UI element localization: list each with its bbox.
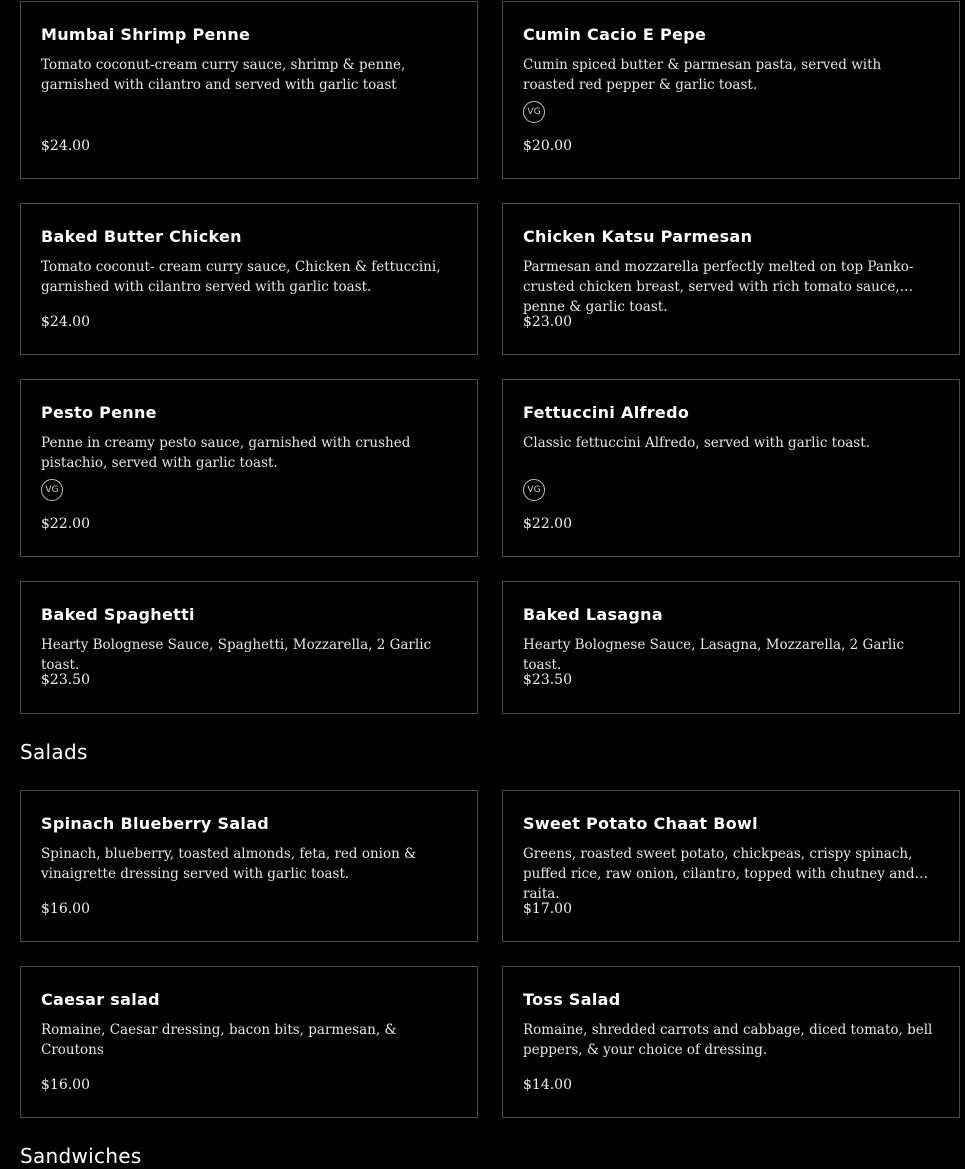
menu-item-card[interactable]: [20, 790, 478, 942]
menu-item-card[interactable]: [20, 203, 478, 355]
item-price: $23.50: [41, 672, 90, 688]
item-description: Tomato coconut-cream curry sauce, shrimp & penne, garnished with cilantro and served with garlic toast: [41, 57, 406, 93]
section-title-sandwiches: Sandwiches: [20, 1144, 142, 1168]
vegetarian-badge-icon: VG: [523, 101, 545, 123]
item-price: $16.00: [41, 901, 90, 917]
menu-item-card[interactable]: [502, 203, 960, 355]
item-price: $24.00: [41, 314, 90, 330]
menu-item-card[interactable]: [502, 379, 960, 557]
item-name: Spinach Blueberry Salad: [41, 814, 270, 833]
item-description: Spinach, blueberry, toasted almonds, feta, red onion & vinaigrette dressing served with garlic toast.: [41, 846, 417, 882]
item-name: Pesto Penne: [41, 403, 157, 422]
item-name: Cumin Cacio E Pepe: [523, 25, 707, 44]
item-name: Chicken Katsu Parmesan: [523, 227, 753, 246]
menu-item-card[interactable]: [502, 581, 960, 714]
section-title-salads: Salads: [20, 740, 88, 764]
item-description: Romaine, shredded carrots and cabbage, diced tomato, bell peppers, & your choice of dressing.: [523, 1022, 933, 1058]
item-price: $20.00: [523, 138, 572, 154]
item-price: $23.00: [523, 314, 572, 330]
item-price: $24.00: [41, 138, 90, 154]
item-name: Sweet Potato Chaat Bowl: [523, 814, 758, 833]
item-name: Baked Lasagna: [523, 605, 663, 624]
menu-item-card[interactable]: [20, 966, 478, 1118]
vegetarian-badge-icon: VG: [41, 479, 63, 501]
menu-item-card[interactable]: [20, 1, 478, 179]
item-price: $22.00: [41, 516, 90, 532]
menu-item-card[interactable]: [502, 1, 960, 179]
item-description: Classic fettuccini Alfredo, served with garlic toast.: [523, 435, 870, 451]
item-name: Mumbai Shrimp Penne: [41, 25, 251, 44]
menu-item-card[interactable]: [502, 790, 960, 942]
item-name: Toss Salad: [523, 990, 621, 1009]
item-name: Fettuccini Alfredo: [523, 403, 690, 422]
item-price: $23.50: [523, 672, 572, 688]
menu-item-card[interactable]: [502, 966, 960, 1118]
item-name: Baked Butter Chicken: [41, 227, 242, 246]
menu-item-card[interactable]: [20, 581, 478, 714]
menu-item-card[interactable]: [20, 379, 478, 557]
item-description: Romaine, Caesar dressing, bacon bits, parmesan, & Croutons: [41, 1022, 397, 1058]
item-description: Cumin spiced butter & parmesan pasta, served with roasted red pepper & garlic toast.: [523, 57, 882, 93]
item-description: Hearty Bolognese Sauce, Lasagna, Mozzarella, 2 Garlic toast.: [523, 637, 905, 673]
item-description: Parmesan and mozzarella perfectly melted on top Panko-crusted chicken breast, served with rich tomato sauce, penne & garlic toast.: [523, 259, 914, 315]
item-description: Penne in creamy pesto sauce, garnished with crushed pistachio, served with garlic toast.: [41, 435, 411, 471]
item-price: $17.00: [523, 901, 572, 917]
vegetarian-badge-icon: VG: [523, 479, 545, 501]
item-description: Hearty Bolognese Sauce, Spaghetti, Mozzarella, 2 Garlic toast.: [41, 637, 432, 673]
item-price: $14.00: [523, 1077, 572, 1093]
item-name: Caesar salad: [41, 990, 160, 1009]
item-price: $22.00: [523, 516, 572, 532]
item-name: Baked Spaghetti: [41, 605, 195, 624]
item-description: Greens, roasted sweet potato, chickpeas, crispy spinach, puffed rice, raw onion, cilantro, topped with chutney and raita.: [523, 846, 915, 902]
item-price: $16.00: [41, 1077, 90, 1093]
item-description: Tomato coconut- cream curry sauce, Chicken & fettuccini, garnished with cilantro served with garlic toast.: [41, 259, 441, 295]
